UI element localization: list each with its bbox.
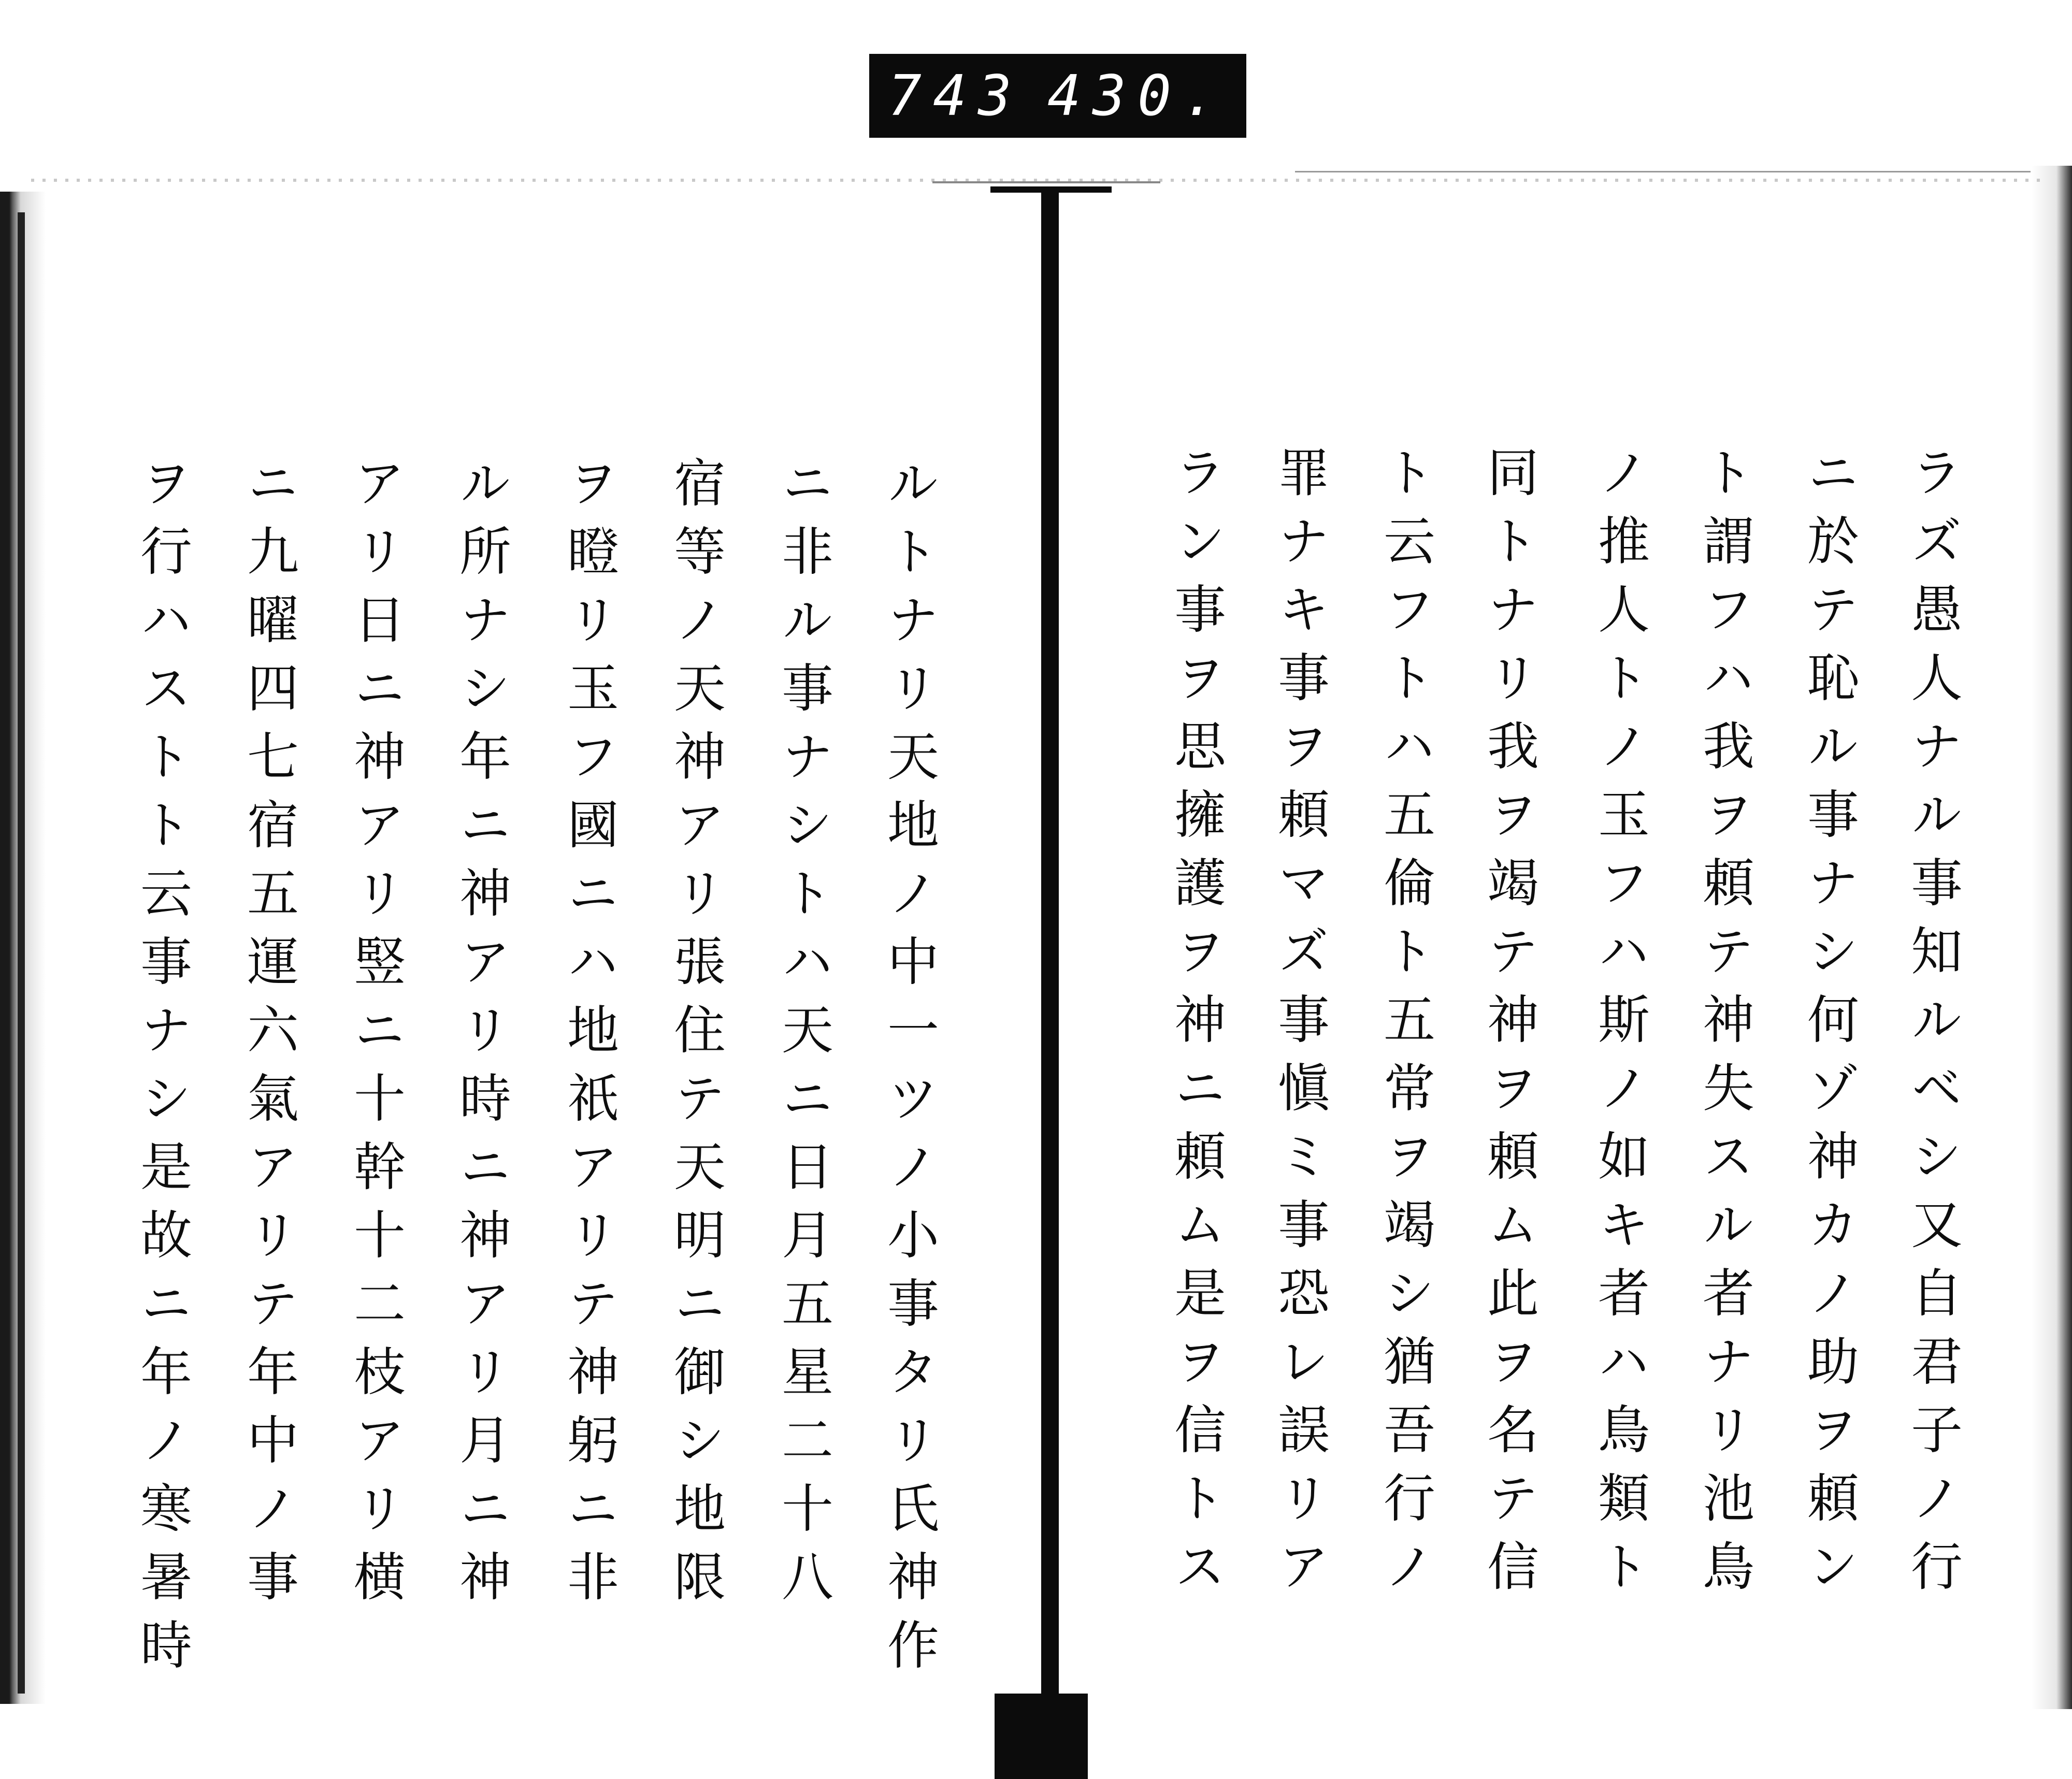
left-page-column-2: ニ非ル事ナシトハ天ニ日月五星二十八 bbox=[773, 456, 833, 1618]
left-page-column-8: ヲ行ハストト云事ナシ是故ニ年ノ寒暑時 bbox=[132, 456, 192, 1686]
left-page-column-3: 宿等ノ天神アリ張住テ天明ニ御シ地限 bbox=[665, 456, 726, 1618]
right-page-column-4: ノ推人トノ玉フハ斯ノ如キ者ハ鳥類ト bbox=[1589, 445, 1650, 1608]
frame-number-right: 430. bbox=[1047, 63, 1228, 128]
left-page-column-1: ルトナリ天地ノ中一ツノ小事タリ氏神作 bbox=[879, 456, 939, 1686]
right-page-column-6: ト云フトハ五倫ト五常ヲ竭シ猶吾行ノ bbox=[1375, 445, 1435, 1608]
left-page-column-6: アリ日ニ神アリ竪ニ十幹十二枝アリ横 bbox=[345, 456, 406, 1618]
right-page-column-8: ラン事ヲ思擁護ヲ神ニ頼ム是ヲ信トス bbox=[1166, 445, 1226, 1608]
left-page-column-5: ル所ナシ年ニ神アリ時ニ神アリ月ニ神 bbox=[451, 456, 511, 1618]
right-page-column-1: ラズ愚人ナル事知ルベシ又自君子ノ行 bbox=[1902, 445, 1963, 1608]
right-page-column-3: ト謂フハ我ヲ頼テ神失スル者ナリ池鳥 bbox=[1694, 445, 1754, 1608]
left-page-column-4: ヲ瞪リ玉フ國ニハ地祇アリテ神躬ニ非 bbox=[558, 456, 619, 1618]
right-page-column-7: 罪ナキ事ヲ頼マズ事愼ミ事恐レ誤リア bbox=[1269, 445, 1330, 1608]
frame-number-left: 743 bbox=[888, 63, 1024, 128]
left-page-column-7: ニ九曜四七宿五運六氣アリテ年中ノ事 bbox=[238, 456, 299, 1618]
right-page-column-2: ニ於テ恥ル事ナシ何ゾ神カノ助ヲ頼ン bbox=[1798, 445, 1859, 1608]
right-page-column-5: 同トナリ我ヲ竭テ神ヲ頼ム此ヲ名テ信 bbox=[1478, 445, 1539, 1608]
